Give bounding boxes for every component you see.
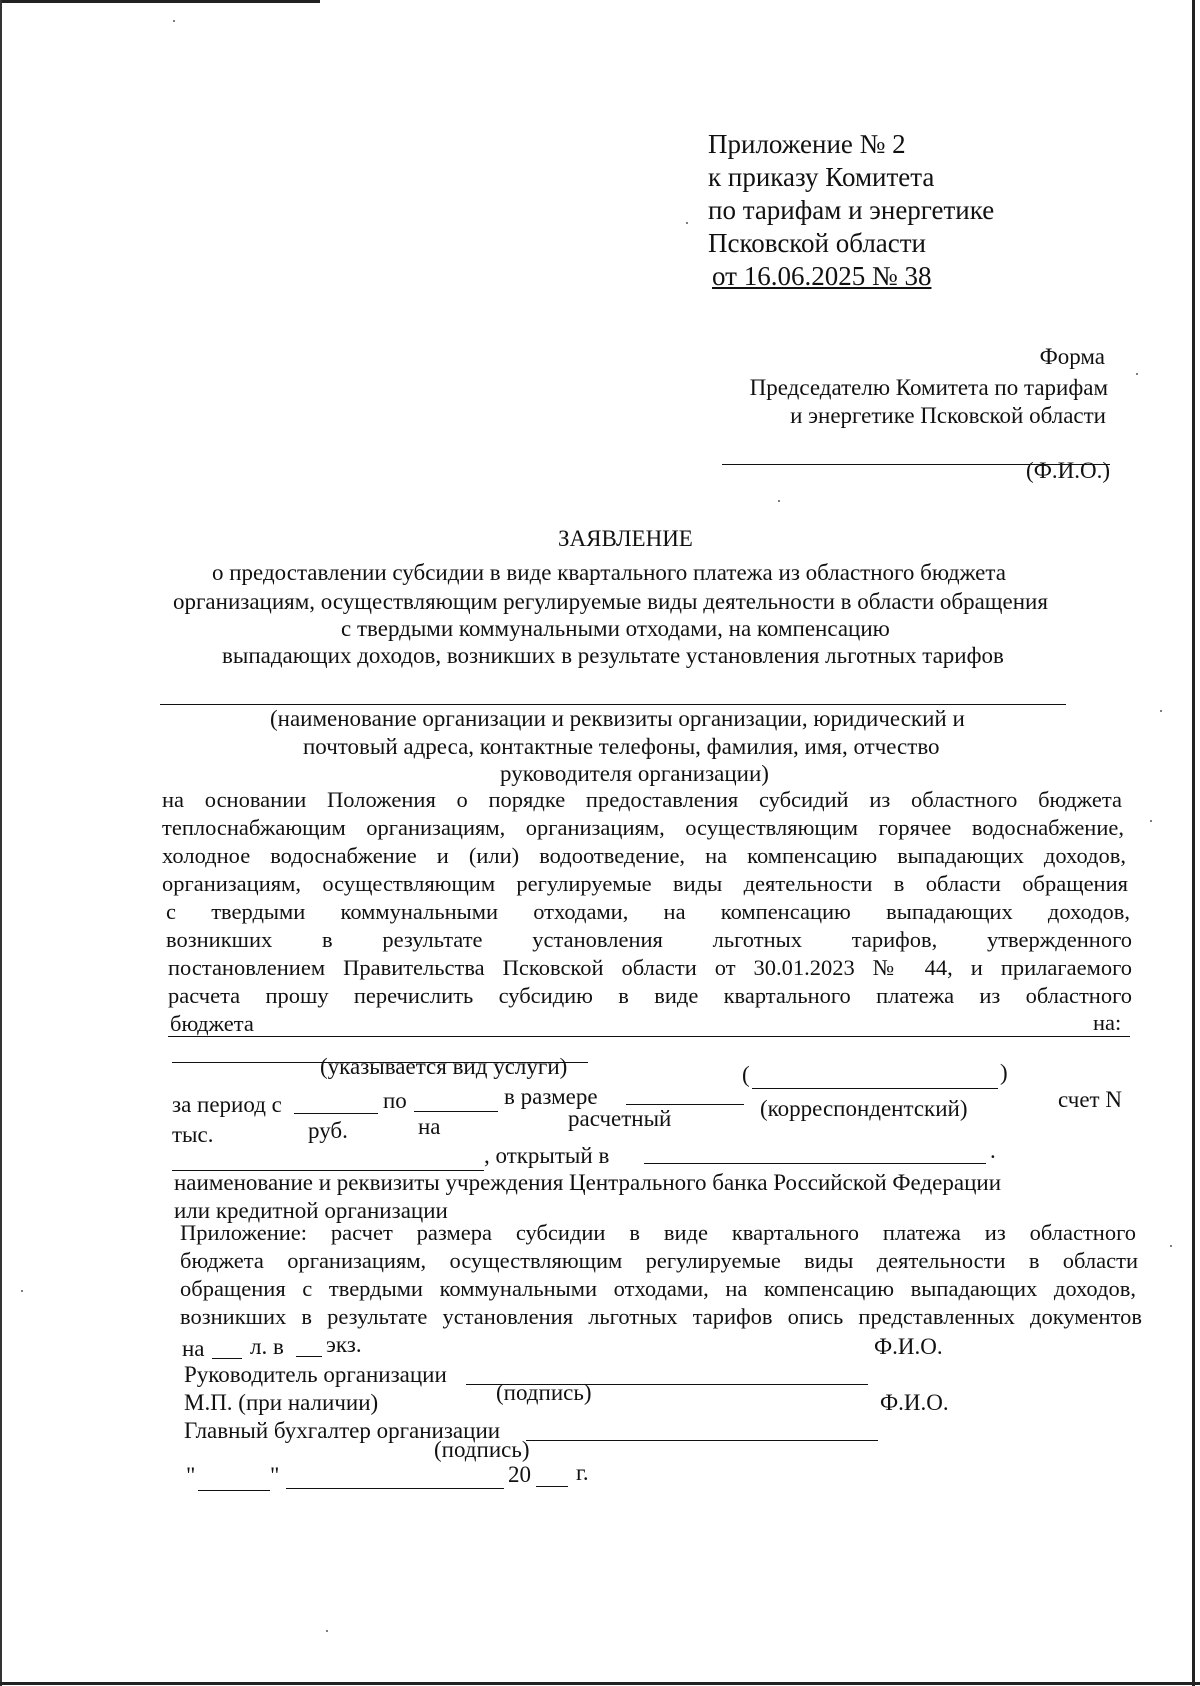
copies-field[interactable]	[296, 1356, 322, 1357]
correspondent-label: (корреспондентский)	[760, 1096, 968, 1121]
addressee-line1: Председателю Комитета по тарифам	[749, 375, 1108, 400]
body-line2: теплоснабжающим организациям, организациям, осуществляющим горячее водоснабжение,	[162, 815, 1124, 840]
appendix-date: от 16.06.2025 № 38	[712, 261, 932, 291]
addressee-line2: и энергетике Псковской области	[790, 403, 1106, 428]
scan-speck	[21, 1290, 23, 1292]
budget-line	[168, 1036, 1130, 1037]
scan-edge-right	[1192, 0, 1195, 1686]
period-to-field[interactable]	[414, 1111, 498, 1112]
accountant-signature-caption: (подпись)	[434, 1437, 530, 1462]
pages-field[interactable]	[212, 1358, 242, 1359]
opened-in-label: , открытый в	[484, 1143, 610, 1168]
scan-speck	[1170, 1245, 1172, 1247]
title-line4: выпадающих доходов, возникших в результате установления льготных тарифов	[222, 643, 1004, 668]
body-line1: на основании Положения о порядке предоставления субсидий из областного бюджета	[162, 787, 1122, 812]
scan-speck	[1136, 373, 1138, 375]
paren-open: (	[742, 1062, 750, 1087]
amount-label: в размере	[504, 1084, 598, 1109]
body-line6: возникших в результате установления льготных тарифов, утвержденного	[166, 927, 1132, 952]
form-label: Форма	[1039, 344, 1105, 369]
thousand-label: тыс.	[172, 1122, 214, 1147]
org-caption-line3: руководителя организации)	[500, 761, 769, 786]
period-to-label: по	[383, 1088, 407, 1113]
attachment-line1: Приложение: расчет размера субсидии в виде квартального платежа из областного	[180, 1220, 1136, 1245]
body-line9: бюджета	[170, 1011, 254, 1036]
rub-label: руб.	[308, 1118, 348, 1143]
date-quote-close: "	[270, 1463, 280, 1488]
head-fio-label: Ф.И.О.	[874, 1334, 943, 1359]
scan-edge-bottom	[0, 1682, 1200, 1685]
attachment-line4: возникших в результате установления льготных тарифов опись представленных документов	[180, 1304, 1142, 1329]
body-line5: с твердыми коммунальными отходами, на компенсацию выпадающих доходов,	[166, 899, 1130, 924]
org-caption-line1: (наименование организации и реквизиты организации, юридический и	[270, 706, 965, 731]
org-name-line	[160, 704, 1066, 705]
service-caption: (указывается вид услуги)	[320, 1054, 568, 1079]
bank-caption-line2: или кредитной организации	[174, 1198, 448, 1223]
appendix-committee: по тарифам и энергетике	[708, 195, 995, 225]
scan-speck	[686, 222, 688, 224]
body-line3: холодное водоснабжение и (или) водоотведение, на компенсацию выпадающих доходов,	[162, 843, 1126, 868]
document-title: ЗАЯВЛЕНИЕ	[558, 526, 693, 551]
body-line4: организациям, осуществляющим регулируемые виды деятельности в области обращения	[162, 871, 1128, 896]
head-signature-caption: (подпись)	[496, 1380, 592, 1405]
date-quote-open: "	[186, 1463, 196, 1488]
head-label: Руководитель организации	[184, 1362, 447, 1387]
scan-speck	[326, 1630, 328, 1632]
date-day-field[interactable]	[198, 1490, 270, 1491]
stamp-label: М.П. (при наличии)	[184, 1390, 379, 1415]
settlement-label: расчетный	[568, 1106, 672, 1131]
title-line1: о предоставлении субсидии в виде квартального платежа из областного бюджета	[212, 560, 1006, 585]
period-from-label: за период с	[172, 1092, 282, 1117]
appendix-order: к приказу Комитета	[708, 162, 935, 192]
scan-speck	[1160, 710, 1162, 712]
org-caption-line2: почтовый адреса, контактные телефоны, фамилия, имя, отчество	[303, 734, 940, 759]
copies-prefix: на	[182, 1336, 205, 1361]
attachment-line3: обращения с твердыми коммунальными отходами, на компенсацию выпадающих доходов,	[180, 1276, 1136, 1301]
copies-mid: л. в	[250, 1334, 284, 1359]
accountant-label: Главный бухгалтер организации	[184, 1418, 501, 1443]
accountant-signature-field[interactable]	[526, 1440, 878, 1441]
period-from-field[interactable]	[294, 1113, 378, 1114]
date-year-suffix: г.	[576, 1460, 589, 1485]
account-label: счет N	[1058, 1087, 1122, 1112]
accountant-fio-label: Ф.И.О.	[880, 1390, 949, 1415]
amount-words-field[interactable]	[752, 1088, 998, 1089]
body-line8: расчета прошу перечислить субсидию в виде квартального платежа из областного	[168, 983, 1132, 1008]
bank-caption-line1: наименование и реквизиты учреждения Центрального банка Российской Федерации	[174, 1170, 1002, 1195]
on-label: на	[418, 1114, 441, 1139]
scan-edge-top	[0, 0, 320, 3]
body-line8-end: на:	[1093, 1010, 1122, 1035]
fio-caption: (Ф.И.О.)	[1026, 458, 1110, 483]
date-year-field[interactable]	[536, 1486, 568, 1487]
scan-speck	[1150, 820, 1152, 822]
paren-close: )	[1000, 1060, 1008, 1085]
date-year-prefix: 20	[508, 1462, 531, 1487]
scan-speck	[173, 20, 175, 22]
attachment-line2: бюджета организациям, осуществляющим регулируемые виды деятельности в области	[180, 1248, 1138, 1273]
scan-edge-left	[0, 0, 2, 1686]
bank-name-field[interactable]	[644, 1163, 986, 1164]
scan-speck	[778, 500, 780, 502]
period-end: .	[990, 1138, 996, 1163]
appendix-region: Псковской области	[708, 228, 927, 258]
body-line7: постановлением Правительства Псковской области от 30.01.2023 № 44, и прилагаемого	[168, 955, 1132, 980]
amount-field[interactable]	[626, 1104, 744, 1105]
title-line2: организациям, осуществляющим регулируемые виды деятельности в области обращения	[173, 589, 1048, 614]
title-line3: с твердыми коммунальными отходами, на компенсацию	[341, 616, 890, 641]
appendix-number: Приложение № 2	[708, 129, 906, 159]
date-month-field[interactable]	[286, 1488, 504, 1489]
copies-suffix: экз.	[326, 1332, 362, 1357]
